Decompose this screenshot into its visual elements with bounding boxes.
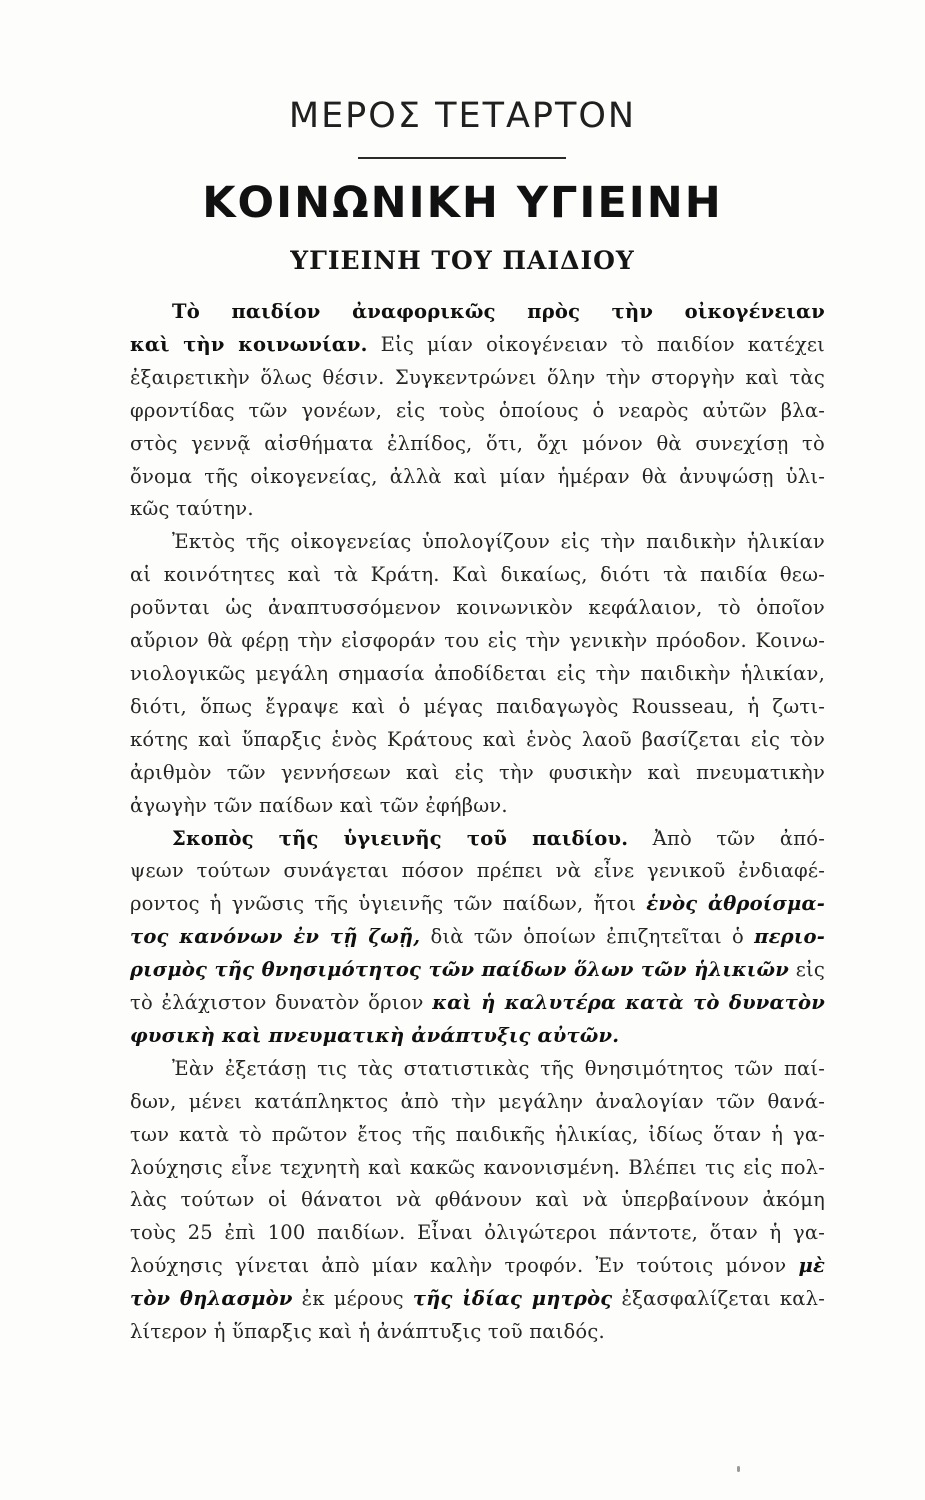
- run: λούχησις γίνεται ἀπὸ μίαν καλὴν τροφόν. Ἐν τούτοις μόνον: [130, 1254, 787, 1278]
- run-heading: καὶ τὴν κοινωνίαν.: [130, 332, 368, 356]
- text-line: ἀγωγὴν τῶν παίδων καὶ τῶν ἐφήβων.: [130, 793, 508, 817]
- text-line: ἐξαιρετικὴν ὅλως θέσιν. Συγκεντρώνει ὅλην τὴν στοργὴν καὶ τὰς: [130, 365, 825, 389]
- run: Εἰς μίαν οἰκογένειαν τὸ παιδίον κατέχει: [380, 332, 825, 356]
- chapter-title: ΚΟΙΝΩΝΙΚΗ ΥΓΙΕΙΝΗ: [202, 178, 723, 228]
- paragraph-family-society: [130, 296, 825, 526]
- run-emphasis: τος κανόνων ἐν τῇ ζωῇ,: [130, 925, 421, 949]
- run: διὰ τῶν ὁποίων ἐπιζητεῖται ὁ: [430, 925, 744, 949]
- run: Ἀπὸ τῶν ἀπό-: [652, 826, 825, 850]
- text-line: ροῦνται ὡς ἀναπτυσσόμενον κοινωνικὸν κεφάλαιον, τὸ ὁποῖον: [130, 596, 825, 620]
- text-line: [130, 1283, 825, 1316]
- paragraph-statistics: [130, 1053, 825, 1349]
- text-line: τοὺς 25 ἐπὶ 100 παιδίων. Εἶναι ὀλιγώτεροι πάντοτε, ὅταν ἡ γα-: [130, 1221, 825, 1245]
- text-line: φροντίδας τῶν γονέων, εἰς τοὺς ὁποίους ὁ νεαρὸς αὐτῶν βλα-: [130, 398, 825, 422]
- run-emphasis: καὶ ἡ καλυτέρα κατὰ τὸ δυνατὸν: [432, 991, 825, 1015]
- run-emphasis: ἑνὸς ἀθροίσμα-: [646, 892, 825, 916]
- text-line: ἀριθμὸν τῶν γεννήσεων καὶ εἰς τὴν φυσικὴν καὶ πνευματικὴν: [130, 760, 825, 784]
- section-subtitle: ΥΓΙΕΙΝΗ ΤΟΥ ΠΑΙΔΙΟΥ: [290, 246, 635, 275]
- text-line: στὸς γεννᾷ αἰσθήματα ἐλπίδος, ὅτι, ὄχι μόνον θὰ συνεχίσῃ τὸ: [130, 431, 825, 455]
- run: εἰς: [795, 958, 825, 982]
- text-line: κῶς ταύτην.: [130, 497, 254, 521]
- text-line: [130, 921, 825, 954]
- text-line: νιολογικῶς μεγάλη σημασία ἀποδίδεται εἰς τὴν παιδικὴν ἡλικίαν,: [130, 661, 825, 685]
- text-line: Ἐκτὸς τῆς οἰκογενείας ὑπολογίζουν εἰς τὴν παιδικὴν ἡλικίαν: [172, 530, 825, 554]
- run-emphasis: ρισμὸς τῆς θνησιμότητος τῶν παίδων ὅλων τῶν ἡλικιῶν: [130, 958, 789, 982]
- paragraph-states: [130, 526, 825, 822]
- text-line: [130, 329, 825, 362]
- run-emphasis: μὲ: [798, 1254, 825, 1278]
- text-line: των κατὰ τὸ πρῶτον ἔτος τῆς παιδικῆς ἡλικίας, ἰδίως ὅταν ἡ γα-: [130, 1122, 825, 1146]
- text-line: [130, 1020, 825, 1053]
- text-line: [130, 1250, 825, 1283]
- text-line: [130, 888, 825, 921]
- text-line: κότης καὶ ὕπαρξις ἑνὸς Κράτους καὶ ἑνὸς λαοῦ βασίζεται εἰς τὸν: [130, 727, 825, 751]
- run: ἐξασφαλίζεται καλ-: [621, 1287, 826, 1311]
- paper-speck: [737, 1466, 740, 1472]
- run-emphasis: τὸν θηλασμὸν: [130, 1287, 293, 1311]
- text-line: Τὸ παιδίον ἀναφορικῶς πρὸς τὴν οἰκογένειαν: [172, 300, 825, 323]
- run: ροντος ἡ γνῶσις τῆς ὑγιεινῆς τῶν παίδων, ἤτοι: [130, 892, 637, 916]
- run: τὸ ἐλάχιστον δυνατὸν ὅριον: [130, 991, 424, 1015]
- run-emphasis: τῆς ἰδίας μητρὸς: [412, 1287, 613, 1311]
- run: ἐκ μέρους: [301, 1287, 404, 1311]
- text-line: ὄνομα τῆς οἰκογενείας, ἀλλὰ καὶ μίαν ἡμέραν θὰ ἀνυψώσῃ ὑλι-: [130, 464, 825, 488]
- run-emphasis: περιο-: [754, 925, 825, 949]
- text-line: διότι, ὅπως ἔγραψε καὶ ὁ μέγας παιδαγωγὸς Rousseau, ἡ ζωτι-: [130, 694, 825, 718]
- text-line: [130, 954, 825, 987]
- text-line: λὰς τούτων οἱ θάνατοι νὰ φθάνουν καὶ νὰ ὑπερβαίνουν ἀκόμη: [130, 1188, 825, 1212]
- title-divider: [358, 157, 566, 159]
- run-heading: Σκοπὸς τῆς ὑγιεινῆς τοῦ παιδίου.: [172, 826, 629, 850]
- text-line: λούχησις εἶνε τεχνητὴ καὶ κακῶς κανονισμένη. Βλέπει τις εἰς πολ-: [130, 1155, 825, 1179]
- text-line: ψεων τούτων συνάγεται πόσον πρέπει νὰ εἶνε γενικοῦ ἐνδιαφέ-: [130, 859, 825, 883]
- text-line: Ἐὰν ἐξετάσῃ τις τὰς στατιστικὰς τῆς θνησιμότητος τῶν παί-: [172, 1056, 825, 1080]
- text-line: αἱ κοινότητες καὶ τὰ Κράτη. Καὶ δικαίως, διότι τὰ παιδία θεω-: [130, 563, 825, 587]
- text-line: δων, μένει κατάπληκτος ἀπὸ τὴν μεγάλην ἀναλογίαν τῶν θανά-: [130, 1089, 825, 1113]
- text-line: αὔριον θὰ φέρῃ τὴν εἰσφοράν του εἰς τὴν γενικὴν πρόοδον. Κοινω-: [130, 629, 825, 653]
- text-line: λίτερον ἡ ὕπαρξις καὶ ἡ ἀνάπτυξις τοῦ παιδός.: [130, 1320, 605, 1344]
- part-title: ΜΕΡΟΣ ΤΕΤΑΡΤΟΝ: [288, 96, 637, 136]
- run-emphasis: φυσικὴ καὶ πνευματικὴ ἀνάπτυξις αὐτῶν.: [130, 1023, 620, 1047]
- text-line: [130, 987, 825, 1020]
- paragraph-aim: [130, 823, 825, 1053]
- body-text: [130, 296, 825, 1349]
- text-line: [130, 823, 825, 856]
